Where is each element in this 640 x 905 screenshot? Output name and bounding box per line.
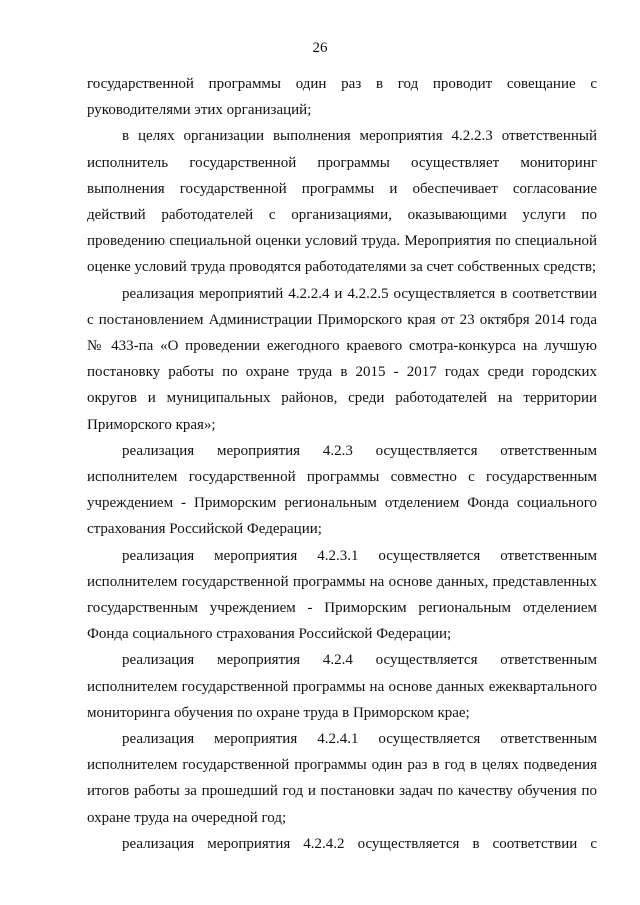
paragraph-measures-4-2-2-4-4-2-2-5: реализация мероприятий 4.2.2.4 и 4.2.2.5 осуществляется в соответствии с постановлением Администрации Приморского края от 23 октября 2014 года № 433-па «О проведении ежегодного краевого смотра-конкурса на лучшую постановку работы по охране труда в 2015 - 2017 годах среди городских округов и муниципальных районов, среди работодателей на территории Приморского края»;: [87, 285, 597, 433]
paragraph-measure-4-2-4-2: реализация мероприятия 4.2.4.2 осуществляется в соответствии с: [122, 835, 597, 852]
page-body: [87, 71, 597, 857]
paragraph-measure-4-2-3-1: реализация мероприятия 4.2.3.1 осуществляется ответственным исполнителем государственной программы на основе данных, представленных государственным учреждением - Приморским региональным отделением Фонда социального страхования Российской Федерации;: [87, 547, 597, 643]
paragraph-measure-4-2-3: реализация мероприятия 4.2.3 осуществляется ответственным исполнителем государственной программы совместно с государственным учреждением - Приморским региональным отделением Фонда социального страхования Российской Федерации;: [87, 442, 597, 538]
paragraph-measure-4-2-2-3: в целях организации выполнения мероприятия 4.2.2.3 ответственный исполнитель государственной программы осуществляет мониторинг выполнения государственной программы и обеспечивает согласование действий работодателей с организациями, оказывающими услуги по проведению специальной оценки условий труда. Мероприятия по специальной оценке условий труда проводятся работодателями за счет собственных средств;: [87, 128, 597, 276]
paragraph-measure-4-2-4: реализация мероприятия 4.2.4 осуществляется ответственным исполнителем государственной программы на основе данных ежеквартального мониторинга обучения по охране труда в Приморском крае;: [87, 652, 597, 721]
paragraph-measure-4-2-4-1: реализация мероприятия 4.2.4.1 осуществляется ответственным исполнителем государственной программы один раз в год в целях подведения итогов работы за прошедший год и постановки задач по качеству обучения по охране труда на очередной год;: [87, 731, 597, 826]
page-number: 26: [312, 40, 328, 56]
paragraph-continuation: государственной программы один раз в год проводит совещание с руководителями этих организаций;: [87, 76, 597, 119]
